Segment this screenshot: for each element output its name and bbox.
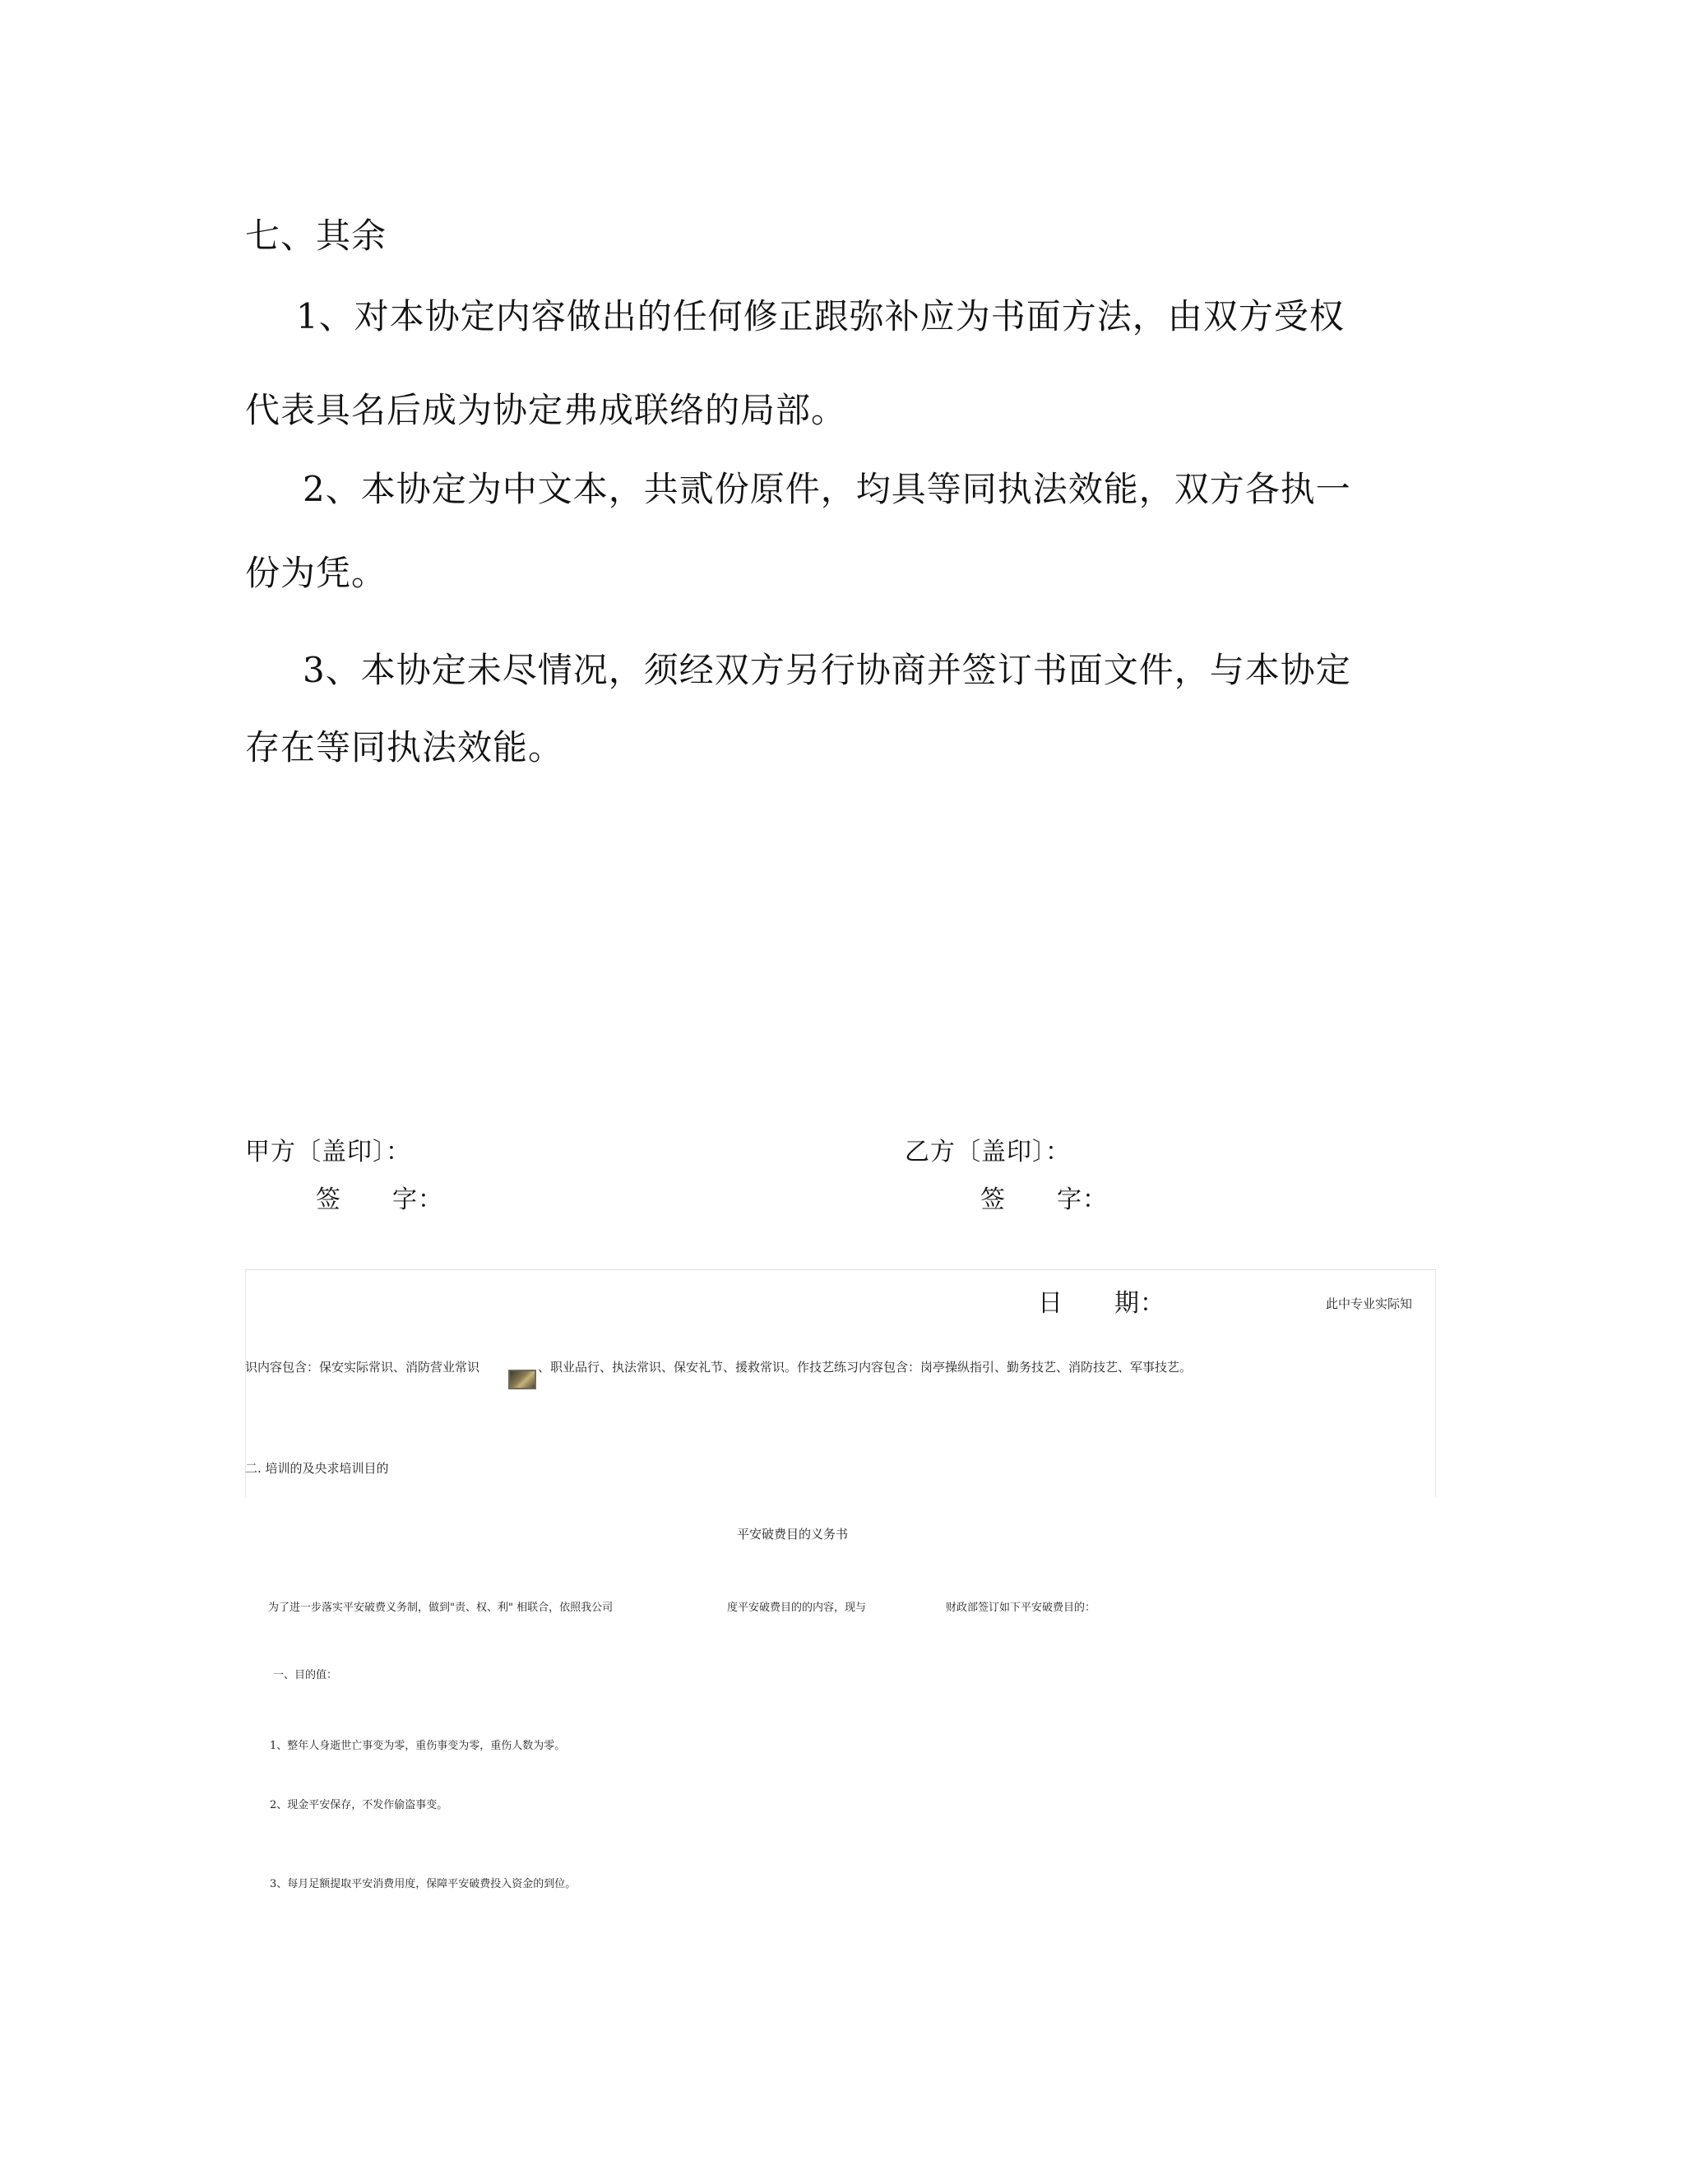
goal-item-3: 3、每月足额提取平安消费用度，保障平安破费投入资金的到位。 bbox=[270, 1878, 577, 1890]
party-b-seal-label: 乙方〔盖印〕： bbox=[905, 1138, 1071, 1166]
party-a-sign-label: 签 字： bbox=[316, 1185, 443, 1214]
section-heading: 七、其余 bbox=[245, 216, 387, 256]
training-goal-heading: 二. 培训的及央求培训目的 bbox=[245, 1461, 389, 1476]
item-1-line-2: 代表具名后成为协定弗成联络的局部。 bbox=[245, 390, 847, 430]
goal-heading: 一、目的值： bbox=[273, 1669, 338, 1681]
training-content-left: 识内容包含：保安实际常识、消防营业常识 bbox=[245, 1360, 480, 1375]
party-a-seal-label: 甲方〔盖印〕： bbox=[245, 1138, 411, 1166]
item-2-line-1: 2、本协定为中文本，共贰份原件，均具等同执法效能，双方各执一 bbox=[303, 469, 1351, 509]
fragment-right-text: 此中专业实际知 bbox=[1326, 1296, 1413, 1311]
item-3-line-2: 存在等同执法效能。 bbox=[245, 727, 564, 767]
goal-item-1: 1、整年人身逝世亡事变为零，重伤事变为零，重伤人数为零。 bbox=[270, 1740, 566, 1752]
item-3-line-1: 3、本协定未尽情况，须经双方另行协商并签订书面文件，与本协定 bbox=[303, 650, 1351, 690]
item-1-line-1: 1、对本协定内容做出的任何修正跟弥补应为书面方法，由双方受权 bbox=[296, 296, 1345, 336]
goal-item-2: 2、现金平安保存，不发作偷盗事变。 bbox=[270, 1799, 448, 1811]
appendix-frame bbox=[245, 1269, 1436, 1497]
date-label: 日 期： bbox=[1038, 1289, 1165, 1318]
embedded-image-thumbnail bbox=[508, 1370, 536, 1389]
intro-part-1: 为了进一步落实平安破费义务制，做到"责、权、利" 相联合，依照我公司 bbox=[268, 1602, 614, 1614]
intro-part-2: 度平安破费目的的内容，现与 bbox=[727, 1602, 867, 1614]
training-content-right: 、职业品行、执法常识、保安礼节、援救常识。作技艺练习内容包含：岗亭操纵指引、勤务技艺、消防技艺、军事技艺。 bbox=[538, 1360, 1193, 1375]
item-2-line-2: 份为凭。 bbox=[245, 553, 387, 593]
intro-part-3: 财政部签订如下平安破费目的： bbox=[946, 1602, 1096, 1614]
party-b-sign-label: 签 字： bbox=[980, 1185, 1108, 1214]
doc-title: 平安破费目的义务书 bbox=[737, 1527, 849, 1542]
